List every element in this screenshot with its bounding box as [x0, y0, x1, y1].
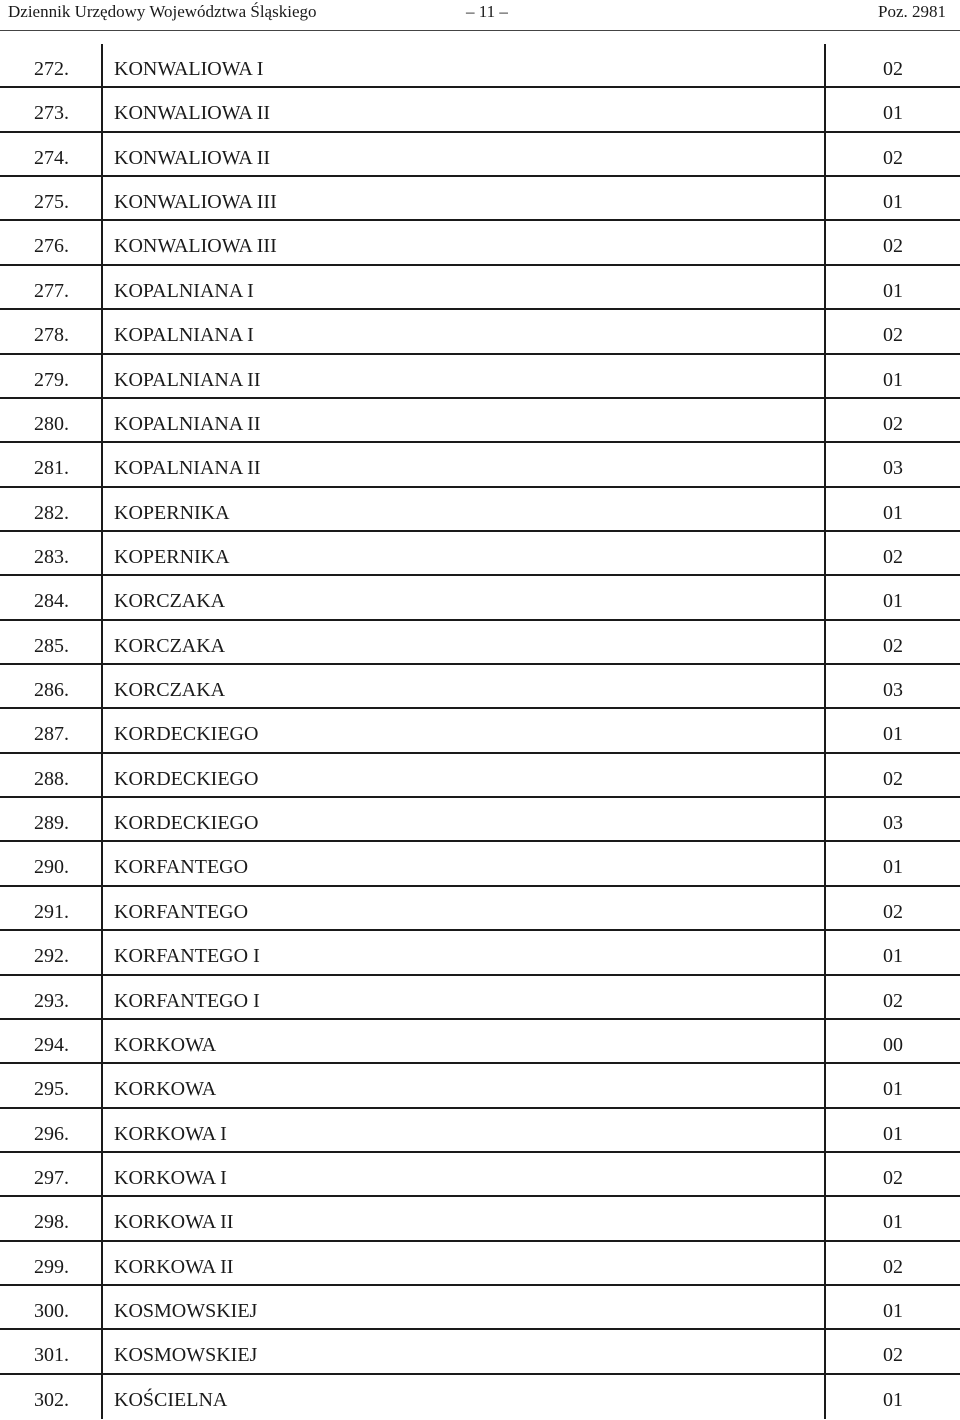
street-name: KORKOWA II	[114, 1255, 234, 1278]
row-number: 281.	[34, 457, 69, 480]
street-name: KORDECKIEGO	[114, 767, 259, 790]
street-code: 02	[883, 1166, 903, 1189]
row-number: 287.	[34, 723, 69, 746]
table-row	[0, 887, 960, 931]
row-number: 284.	[34, 590, 69, 613]
street-code: 02	[883, 767, 903, 790]
position-number: Poz. 2981	[878, 2, 946, 21]
row-number: 280.	[34, 412, 69, 435]
table-row	[0, 177, 960, 221]
row-number: 302.	[34, 1388, 69, 1411]
street-code: 01	[883, 279, 903, 302]
street-name: KOPALNIANA I	[114, 279, 254, 302]
street-name: KOPALNIANA II	[114, 368, 261, 391]
street-code: 01	[883, 1388, 903, 1411]
street-code: 02	[883, 146, 903, 169]
row-number: 273.	[34, 102, 69, 125]
row-number: 301.	[34, 1344, 69, 1367]
table-row	[0, 488, 960, 532]
street-name: KORCZAKA	[114, 590, 226, 613]
street-name: KORFANTEGO	[114, 856, 249, 879]
street-code: 01	[883, 368, 903, 391]
row-number: 300.	[34, 1300, 69, 1323]
street-code: 02	[883, 1344, 903, 1367]
table-row	[0, 1197, 960, 1241]
street-name: KORKOWA	[114, 1033, 217, 1056]
street-code: 01	[883, 1211, 903, 1234]
table-row	[0, 1286, 960, 1330]
table-row	[0, 399, 960, 443]
street-code: 01	[883, 590, 903, 613]
table-row	[0, 798, 960, 842]
street-name: KORFANTEGO I	[114, 945, 260, 968]
row-number: 299.	[34, 1255, 69, 1278]
street-name: KORCZAKA	[114, 679, 226, 702]
street-code: 02	[883, 634, 903, 657]
street-name: KOPERNIKA	[114, 501, 230, 524]
table-row	[0, 931, 960, 975]
street-name: KOPERNIKA	[114, 545, 230, 568]
street-code: 01	[883, 856, 903, 879]
street-name: KOSMOWSKIEJ	[114, 1300, 258, 1323]
table-row	[0, 709, 960, 753]
street-code: 01	[883, 501, 903, 524]
table-body	[0, 44, 960, 1419]
street-code: 01	[883, 102, 903, 125]
row-number: 298.	[34, 1211, 69, 1234]
row-number: 272.	[34, 58, 69, 80]
street-name: KORCZAKA	[114, 634, 226, 657]
table-row	[0, 1242, 960, 1286]
street-name: KORKOWA I	[114, 1166, 227, 1189]
row-number: 291.	[34, 900, 69, 923]
row-number: 277.	[34, 279, 69, 302]
table-row	[0, 1153, 960, 1197]
row-number: 283.	[34, 545, 69, 568]
table-row	[0, 355, 960, 399]
street-code: 03	[883, 812, 903, 835]
header-rule	[0, 30, 960, 31]
table-row	[0, 310, 960, 354]
table-row	[0, 266, 960, 310]
table-row	[0, 133, 960, 177]
table-row	[0, 1109, 960, 1153]
street-code: 03	[883, 679, 903, 702]
row-number: 278.	[34, 324, 69, 347]
street-name: KORKOWA I	[114, 1122, 227, 1145]
table-row	[0, 1020, 960, 1064]
row-number: 276.	[34, 235, 69, 258]
street-code: 02	[883, 324, 903, 347]
street-name: KORDECKIEGO	[114, 723, 259, 746]
row-number: 282.	[34, 501, 69, 524]
table-row	[0, 44, 960, 88]
street-code: 02	[883, 900, 903, 923]
street-name: KORDECKIEGO	[114, 812, 259, 835]
street-code: 01	[883, 723, 903, 746]
street-code: 02	[883, 1255, 903, 1278]
street-code: 01	[883, 1078, 903, 1101]
row-number: 294.	[34, 1033, 69, 1056]
street-name: KOPALNIANA II	[114, 457, 261, 480]
row-number: 296.	[34, 1122, 69, 1145]
table-row	[0, 221, 960, 265]
row-number: 274.	[34, 146, 69, 169]
table-row	[0, 443, 960, 487]
row-number: 297.	[34, 1166, 69, 1189]
street-code: 02	[883, 412, 903, 435]
street-code: 01	[883, 945, 903, 968]
table-row	[0, 754, 960, 798]
page-number: – 11 –	[466, 2, 508, 21]
row-number: 289.	[34, 812, 69, 835]
table-row	[0, 1064, 960, 1108]
street-code: 01	[883, 191, 903, 214]
street-name: KOŚCIELNA	[114, 1388, 228, 1411]
street-name: KORFANTEGO	[114, 900, 249, 923]
journal-title: Dziennik Urzędowy Województwa Śląskiego	[8, 2, 317, 21]
street-code: 01	[883, 1300, 903, 1323]
street-name: KOPALNIANA II	[114, 412, 261, 435]
row-number: 285.	[34, 634, 69, 657]
table-row	[0, 532, 960, 576]
row-number: 286.	[34, 679, 69, 702]
street-code: 02	[883, 58, 903, 80]
street-name: KOSMOWSKIEJ	[114, 1344, 258, 1367]
table-row	[0, 576, 960, 620]
table-row	[0, 976, 960, 1020]
row-number: 295.	[34, 1078, 69, 1101]
table-row	[0, 665, 960, 709]
street-name: KONWALIOWA I	[114, 58, 264, 80]
street-name: KORFANTEGO I	[114, 989, 260, 1012]
street-name: KONWALIOWA III	[114, 235, 277, 258]
table-row	[0, 842, 960, 886]
table-row	[0, 88, 960, 132]
row-number: 290.	[34, 856, 69, 879]
row-number: 288.	[34, 767, 69, 790]
street-name: KOPALNIANA I	[114, 324, 254, 347]
page-header	[0, 0, 960, 36]
table-row	[0, 621, 960, 665]
row-number: 279.	[34, 368, 69, 391]
street-code: 02	[883, 235, 903, 258]
street-name: KONWALIOWA II	[114, 102, 271, 125]
row-number: 275.	[34, 191, 69, 214]
table-row	[0, 1330, 960, 1374]
street-code: 01	[883, 1122, 903, 1145]
table-row	[0, 1375, 960, 1419]
street-code: 03	[883, 457, 903, 480]
row-number: 293.	[34, 989, 69, 1012]
street-name: KORKOWA	[114, 1078, 217, 1101]
street-name: KONWALIOWA II	[114, 146, 271, 169]
row-number: 292.	[34, 945, 69, 968]
street-code: 02	[883, 545, 903, 568]
street-table	[0, 44, 960, 1419]
street-name: KONWALIOWA III	[114, 191, 277, 214]
street-name: KORKOWA II	[114, 1211, 234, 1234]
street-code: 02	[883, 989, 903, 1012]
street-code: 00	[883, 1033, 903, 1056]
